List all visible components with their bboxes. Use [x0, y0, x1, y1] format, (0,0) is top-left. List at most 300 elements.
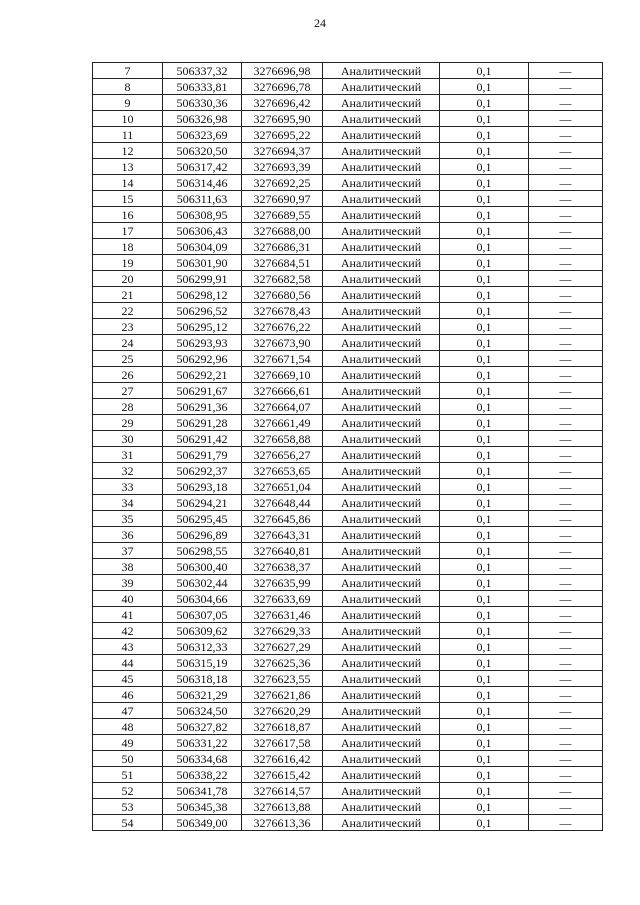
y-coordinate-cell: 3276638,37: [242, 559, 323, 575]
note-cell: —: [529, 223, 603, 239]
point-number-cell: 22: [93, 303, 163, 319]
accuracy-cell: 0,1: [440, 463, 529, 479]
point-number-cell: 46: [93, 687, 163, 703]
x-coordinate-cell: 506341,78: [163, 783, 242, 799]
x-coordinate-cell: 506296,52: [163, 303, 242, 319]
method-cell: Аналитический: [323, 703, 440, 719]
point-number-cell: 38: [93, 559, 163, 575]
y-coordinate-cell: 3276695,22: [242, 127, 323, 143]
note-cell: —: [529, 255, 603, 271]
note-cell: —: [529, 735, 603, 751]
table-row: [93, 575, 603, 591]
table-row: [93, 143, 603, 159]
point-number-cell: 42: [93, 623, 163, 639]
note-cell: —: [529, 463, 603, 479]
table-row: [93, 495, 603, 511]
point-number-cell: 24: [93, 335, 163, 351]
x-coordinate-cell: 506323,69: [163, 127, 242, 143]
method-cell: Аналитический: [323, 463, 440, 479]
page-number: 24: [314, 16, 326, 30]
table-row: [93, 463, 603, 479]
table-row: [93, 175, 603, 191]
accuracy-cell: 0,1: [440, 623, 529, 639]
x-coordinate-cell: 506338,22: [163, 767, 242, 783]
x-coordinate-cell: 506294,21: [163, 495, 242, 511]
x-coordinate-cell: 506318,18: [163, 671, 242, 687]
y-coordinate-cell: 3276689,55: [242, 207, 323, 223]
method-cell: Аналитический: [323, 751, 440, 767]
note-cell: —: [529, 447, 603, 463]
accuracy-cell: 0,1: [440, 207, 529, 223]
y-coordinate-cell: 3276617,58: [242, 735, 323, 751]
y-coordinate-cell: 3276692,25: [242, 175, 323, 191]
method-cell: Аналитический: [323, 271, 440, 287]
table-row: [93, 623, 603, 639]
table-row: [93, 255, 603, 271]
table-row: [93, 383, 603, 399]
point-number-cell: 37: [93, 543, 163, 559]
note-cell: —: [529, 95, 603, 111]
x-coordinate-cell: 506311,63: [163, 191, 242, 207]
x-coordinate-cell: 506293,18: [163, 479, 242, 495]
x-coordinate-cell: 506327,82: [163, 719, 242, 735]
point-number-cell: 32: [93, 463, 163, 479]
y-coordinate-cell: 3276682,58: [242, 271, 323, 287]
table-row: [93, 207, 603, 223]
accuracy-cell: 0,1: [440, 655, 529, 671]
point-number-cell: 52: [93, 783, 163, 799]
table-row: [93, 639, 603, 655]
y-coordinate-cell: 3276615,42: [242, 767, 323, 783]
x-coordinate-cell: 506304,09: [163, 239, 242, 255]
accuracy-cell: 0,1: [440, 735, 529, 751]
accuracy-cell: 0,1: [440, 527, 529, 543]
note-cell: —: [529, 287, 603, 303]
accuracy-cell: 0,1: [440, 191, 529, 207]
y-coordinate-cell: 3276614,57: [242, 783, 323, 799]
note-cell: —: [529, 175, 603, 191]
y-coordinate-cell: 3276625,36: [242, 655, 323, 671]
table-row: [93, 607, 603, 623]
accuracy-cell: 0,1: [440, 511, 529, 527]
accuracy-cell: 0,1: [440, 543, 529, 559]
method-cell: Аналитический: [323, 623, 440, 639]
table-row: [93, 511, 603, 527]
table-row: [93, 799, 603, 815]
table-row: [93, 95, 603, 111]
x-coordinate-cell: 506324,50: [163, 703, 242, 719]
x-coordinate-cell: 506314,46: [163, 175, 242, 191]
method-cell: Аналитический: [323, 223, 440, 239]
method-cell: Аналитический: [323, 175, 440, 191]
point-number-cell: 26: [93, 367, 163, 383]
y-coordinate-cell: 3276633,69: [242, 591, 323, 607]
point-number-cell: 27: [93, 383, 163, 399]
method-cell: Аналитический: [323, 511, 440, 527]
y-coordinate-cell: 3276645,86: [242, 511, 323, 527]
accuracy-cell: 0,1: [440, 687, 529, 703]
note-cell: —: [529, 495, 603, 511]
accuracy-cell: 0,1: [440, 703, 529, 719]
point-number-cell: 34: [93, 495, 163, 511]
table-row: [93, 415, 603, 431]
y-coordinate-cell: 3276613,88: [242, 799, 323, 815]
accuracy-cell: 0,1: [440, 367, 529, 383]
y-coordinate-cell: 3276631,46: [242, 607, 323, 623]
note-cell: —: [529, 351, 603, 367]
method-cell: Аналитический: [323, 527, 440, 543]
note-cell: —: [529, 751, 603, 767]
table-row: [93, 735, 603, 751]
point-number-cell: 17: [93, 223, 163, 239]
accuracy-cell: 0,1: [440, 575, 529, 591]
method-cell: Аналитический: [323, 95, 440, 111]
point-number-cell: 29: [93, 415, 163, 431]
note-cell: —: [529, 159, 603, 175]
accuracy-cell: 0,1: [440, 415, 529, 431]
table-row: [93, 127, 603, 143]
accuracy-cell: 0,1: [440, 335, 529, 351]
point-number-cell: 40: [93, 591, 163, 607]
method-cell: Аналитический: [323, 639, 440, 655]
accuracy-cell: 0,1: [440, 751, 529, 767]
note-cell: —: [529, 479, 603, 495]
y-coordinate-cell: 3276661,49: [242, 415, 323, 431]
accuracy-cell: 0,1: [440, 431, 529, 447]
method-cell: Аналитический: [323, 159, 440, 175]
point-number-cell: 41: [93, 607, 163, 623]
y-coordinate-cell: 3276627,29: [242, 639, 323, 655]
y-coordinate-cell: 3276694,37: [242, 143, 323, 159]
method-cell: Аналитический: [323, 351, 440, 367]
table-row: [93, 783, 603, 799]
x-coordinate-cell: 506349,00: [163, 815, 242, 831]
note-cell: —: [529, 607, 603, 623]
note-cell: —: [529, 383, 603, 399]
accuracy-cell: 0,1: [440, 239, 529, 255]
method-cell: Аналитический: [323, 495, 440, 511]
y-coordinate-cell: 3276648,44: [242, 495, 323, 511]
y-coordinate-cell: 3276653,65: [242, 463, 323, 479]
point-number-cell: 47: [93, 703, 163, 719]
accuracy-cell: 0,1: [440, 815, 529, 831]
accuracy-cell: 0,1: [440, 159, 529, 175]
method-cell: Аналитический: [323, 335, 440, 351]
method-cell: Аналитический: [323, 447, 440, 463]
point-number-cell: 14: [93, 175, 163, 191]
accuracy-cell: 0,1: [440, 127, 529, 143]
method-cell: Аналитический: [323, 799, 440, 815]
table-row: [93, 559, 603, 575]
x-coordinate-cell: 506334,68: [163, 751, 242, 767]
y-coordinate-cell: 3276621,86: [242, 687, 323, 703]
note-cell: —: [529, 303, 603, 319]
x-coordinate-cell: 506307,05: [163, 607, 242, 623]
note-cell: —: [529, 367, 603, 383]
x-coordinate-cell: 506304,66: [163, 591, 242, 607]
table-row: [93, 671, 603, 687]
point-number-cell: 9: [93, 95, 163, 111]
method-cell: Аналитический: [323, 591, 440, 607]
y-coordinate-cell: 3276678,43: [242, 303, 323, 319]
method-cell: Аналитический: [323, 367, 440, 383]
point-number-cell: 11: [93, 127, 163, 143]
accuracy-cell: 0,1: [440, 639, 529, 655]
x-coordinate-cell: 506292,21: [163, 367, 242, 383]
note-cell: —: [529, 591, 603, 607]
note-cell: —: [529, 207, 603, 223]
coordinates-table-body: [93, 63, 603, 831]
x-coordinate-cell: 506291,67: [163, 383, 242, 399]
x-coordinate-cell: 506330,36: [163, 95, 242, 111]
point-number-cell: 8: [93, 79, 163, 95]
table-row: [93, 159, 603, 175]
x-coordinate-cell: 506291,79: [163, 447, 242, 463]
point-number-cell: 19: [93, 255, 163, 271]
x-coordinate-cell: 506291,42: [163, 431, 242, 447]
method-cell: Аналитический: [323, 671, 440, 687]
note-cell: —: [529, 655, 603, 671]
note-cell: —: [529, 511, 603, 527]
note-cell: —: [529, 767, 603, 783]
method-cell: Аналитический: [323, 399, 440, 415]
point-number-cell: 45: [93, 671, 163, 687]
method-cell: Аналитический: [323, 815, 440, 831]
point-number-cell: 49: [93, 735, 163, 751]
method-cell: Аналитический: [323, 63, 440, 79]
point-number-cell: 31: [93, 447, 163, 463]
point-number-cell: 18: [93, 239, 163, 255]
accuracy-cell: 0,1: [440, 591, 529, 607]
note-cell: —: [529, 415, 603, 431]
y-coordinate-cell: 3276618,87: [242, 719, 323, 735]
point-number-cell: 36: [93, 527, 163, 543]
method-cell: Аналитический: [323, 415, 440, 431]
y-coordinate-cell: 3276613,36: [242, 815, 323, 831]
accuracy-cell: 0,1: [440, 111, 529, 127]
note-cell: —: [529, 271, 603, 287]
point-number-cell: 16: [93, 207, 163, 223]
method-cell: Аналитический: [323, 239, 440, 255]
accuracy-cell: 0,1: [440, 351, 529, 367]
table-row: [93, 431, 603, 447]
point-number-cell: 51: [93, 767, 163, 783]
method-cell: Аналитический: [323, 543, 440, 559]
accuracy-cell: 0,1: [440, 271, 529, 287]
x-coordinate-cell: 506292,37: [163, 463, 242, 479]
note-cell: —: [529, 143, 603, 159]
y-coordinate-cell: 3276695,90: [242, 111, 323, 127]
y-coordinate-cell: 3276673,90: [242, 335, 323, 351]
accuracy-cell: 0,1: [440, 783, 529, 799]
accuracy-cell: 0,1: [440, 63, 529, 79]
y-coordinate-cell: 3276693,39: [242, 159, 323, 175]
note-cell: —: [529, 639, 603, 655]
method-cell: Аналитический: [323, 655, 440, 671]
x-coordinate-cell: 506345,38: [163, 799, 242, 815]
method-cell: Аналитический: [323, 191, 440, 207]
accuracy-cell: 0,1: [440, 399, 529, 415]
table-row: [93, 319, 603, 335]
note-cell: —: [529, 431, 603, 447]
table-row: [93, 239, 603, 255]
point-number-cell: 33: [93, 479, 163, 495]
note-cell: —: [529, 687, 603, 703]
method-cell: Аналитический: [323, 559, 440, 575]
point-number-cell: 21: [93, 287, 163, 303]
method-cell: Аналитический: [323, 479, 440, 495]
x-coordinate-cell: 506308,95: [163, 207, 242, 223]
table-row: [93, 815, 603, 831]
note-cell: —: [529, 111, 603, 127]
table-row: [93, 223, 603, 239]
y-coordinate-cell: 3276658,88: [242, 431, 323, 447]
x-coordinate-cell: 506331,22: [163, 735, 242, 751]
method-cell: Аналитический: [323, 431, 440, 447]
point-number-cell: 54: [93, 815, 163, 831]
note-cell: —: [529, 799, 603, 815]
x-coordinate-cell: 506301,90: [163, 255, 242, 271]
accuracy-cell: 0,1: [440, 319, 529, 335]
accuracy-cell: 0,1: [440, 95, 529, 111]
table-row: [93, 399, 603, 415]
y-coordinate-cell: 3276696,78: [242, 79, 323, 95]
x-coordinate-cell: 506298,55: [163, 543, 242, 559]
note-cell: —: [529, 543, 603, 559]
x-coordinate-cell: 506295,12: [163, 319, 242, 335]
coordinates-table: [92, 62, 603, 831]
note-cell: —: [529, 575, 603, 591]
y-coordinate-cell: 3276643,31: [242, 527, 323, 543]
y-coordinate-cell: 3276666,61: [242, 383, 323, 399]
point-number-cell: 20: [93, 271, 163, 287]
x-coordinate-cell: 506315,19: [163, 655, 242, 671]
y-coordinate-cell: 3276620,29: [242, 703, 323, 719]
table-row: [93, 479, 603, 495]
table-row: [93, 703, 603, 719]
method-cell: Аналитический: [323, 383, 440, 399]
y-coordinate-cell: 3276680,56: [242, 287, 323, 303]
x-coordinate-cell: 506302,44: [163, 575, 242, 591]
x-coordinate-cell: 506312,33: [163, 639, 242, 655]
y-coordinate-cell: 3276616,42: [242, 751, 323, 767]
table-row: [93, 447, 603, 463]
y-coordinate-cell: 3276686,31: [242, 239, 323, 255]
accuracy-cell: 0,1: [440, 607, 529, 623]
method-cell: Аналитический: [323, 319, 440, 335]
x-coordinate-cell: 506326,98: [163, 111, 242, 127]
accuracy-cell: 0,1: [440, 223, 529, 239]
x-coordinate-cell: 506317,42: [163, 159, 242, 175]
accuracy-cell: 0,1: [440, 767, 529, 783]
x-coordinate-cell: 506306,43: [163, 223, 242, 239]
method-cell: Аналитический: [323, 303, 440, 319]
note-cell: —: [529, 319, 603, 335]
note-cell: —: [529, 399, 603, 415]
accuracy-cell: 0,1: [440, 479, 529, 495]
method-cell: Аналитический: [323, 783, 440, 799]
y-coordinate-cell: 3276664,07: [242, 399, 323, 415]
x-coordinate-cell: 506300,40: [163, 559, 242, 575]
accuracy-cell: 0,1: [440, 447, 529, 463]
note-cell: —: [529, 63, 603, 79]
y-coordinate-cell: 3276671,54: [242, 351, 323, 367]
accuracy-cell: 0,1: [440, 175, 529, 191]
method-cell: Аналитический: [323, 111, 440, 127]
table-row: [93, 191, 603, 207]
table-row: [93, 767, 603, 783]
x-coordinate-cell: 506291,36: [163, 399, 242, 415]
note-cell: —: [529, 239, 603, 255]
x-coordinate-cell: 506320,50: [163, 143, 242, 159]
method-cell: Аналитический: [323, 719, 440, 735]
accuracy-cell: 0,1: [440, 495, 529, 511]
y-coordinate-cell: 3276676,22: [242, 319, 323, 335]
y-coordinate-cell: 3276656,27: [242, 447, 323, 463]
note-cell: —: [529, 671, 603, 687]
note-cell: —: [529, 815, 603, 831]
point-number-cell: 30: [93, 431, 163, 447]
table-row: [93, 351, 603, 367]
note-cell: —: [529, 719, 603, 735]
table-row: [93, 527, 603, 543]
point-number-cell: 53: [93, 799, 163, 815]
y-coordinate-cell: 3276696,42: [242, 95, 323, 111]
x-coordinate-cell: 506321,29: [163, 687, 242, 703]
table-row: [93, 687, 603, 703]
table-row: [93, 751, 603, 767]
method-cell: Аналитический: [323, 575, 440, 591]
y-coordinate-cell: 3276623,55: [242, 671, 323, 687]
method-cell: Аналитический: [323, 287, 440, 303]
accuracy-cell: 0,1: [440, 799, 529, 815]
method-cell: Аналитический: [323, 207, 440, 223]
note-cell: —: [529, 527, 603, 543]
x-coordinate-cell: 506295,45: [163, 511, 242, 527]
x-coordinate-cell: 506337,32: [163, 63, 242, 79]
y-coordinate-cell: 3276651,04: [242, 479, 323, 495]
note-cell: —: [529, 623, 603, 639]
x-coordinate-cell: 506292,96: [163, 351, 242, 367]
method-cell: Аналитический: [323, 127, 440, 143]
note-cell: —: [529, 127, 603, 143]
table-row: [93, 79, 603, 95]
table-row: [93, 655, 603, 671]
point-number-cell: 23: [93, 319, 163, 335]
note-cell: —: [529, 703, 603, 719]
x-coordinate-cell: 506296,89: [163, 527, 242, 543]
point-number-cell: 48: [93, 719, 163, 735]
method-cell: Аналитический: [323, 687, 440, 703]
table-row: [93, 271, 603, 287]
x-coordinate-cell: 506293,93: [163, 335, 242, 351]
point-number-cell: 28: [93, 399, 163, 415]
method-cell: Аналитический: [323, 255, 440, 271]
method-cell: Аналитический: [323, 767, 440, 783]
y-coordinate-cell: 3276640,81: [242, 543, 323, 559]
accuracy-cell: 0,1: [440, 287, 529, 303]
table-row: [93, 303, 603, 319]
accuracy-cell: 0,1: [440, 383, 529, 399]
method-cell: Аналитический: [323, 735, 440, 751]
table-row: [93, 111, 603, 127]
y-coordinate-cell: 3276635,99: [242, 575, 323, 591]
table-row: [93, 591, 603, 607]
y-coordinate-cell: 3276629,33: [242, 623, 323, 639]
note-cell: —: [529, 559, 603, 575]
point-number-cell: 44: [93, 655, 163, 671]
note-cell: —: [529, 783, 603, 799]
